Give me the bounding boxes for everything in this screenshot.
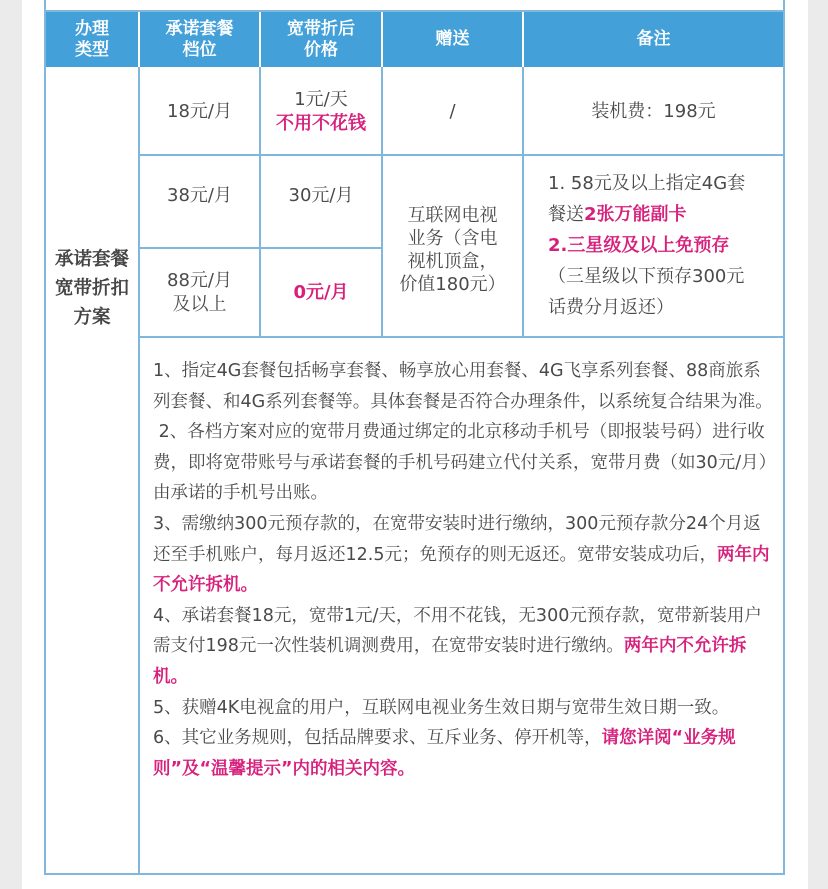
header-remark: 备注 [524, 12, 783, 67]
header-divider [259, 12, 261, 67]
header-gift: 赠送 [383, 12, 522, 67]
row2-tier: 38元/月 [167, 185, 232, 206]
row1-gift: / [449, 100, 456, 122]
header-type: 办理 类型 [46, 12, 138, 67]
row3-tier: 88元/月 及以上 [167, 269, 232, 315]
row2-price: 30元/月 [288, 185, 354, 206]
note-2: 2、各档方案对应的宽带月费通过绑定的北京移动手机号（即报装号码）进行收费，即将宽带账号与承诺套餐的手机号码建立代付关系，宽带月费（如30元/月）由承诺的手机号出账。 [153, 422, 777, 504]
header-price: 宽带折后 价格 [261, 12, 381, 67]
shared-remark: 1. 58元及以上指定4G套 餐送2张万能副卡 2.三星级及以上免预存 （三星级以下预存300元 话费分月返还） [548, 173, 746, 318]
note-4: 4、承诺套餐18元，宽带1元/天，不用不花钱，无300元预存款，宽带新装用户需支付198元一次性装机调测费用，在宽带安装时进行缴纳。两年内不允许拆机。 [153, 605, 762, 687]
note-6: 6、其它业务规则，包括品牌要求、互斥业务、停开机等，请您详阅“业务规则”及“温馨提示”内的相关内容。 [153, 728, 736, 779]
row-group-label: 承诺套餐 宽带折扣 方案 [54, 248, 129, 328]
note-5: 5、获赠4K电视盒的用户，互联网电视业务生效日期与宽带生效日期一致。 [153, 697, 730, 718]
shared-gift: 互联网电视 业务（含电 视机顶盒， 价值180元） [399, 205, 506, 295]
rules-notes [153, 356, 777, 784]
row-line [140, 336, 783, 338]
remark-line2: 餐送2张万能副卡 [548, 204, 687, 225]
header-divider [138, 12, 140, 67]
header-tier: 承诺套餐 档位 [140, 12, 259, 67]
row1-remark: 装机费：198元 [591, 100, 716, 122]
row1-tier: 18元/月 [167, 100, 232, 122]
note-3: 3、需缴纳300元预存款的，在宽带安装时进行缴纳，300元预存款分24个月返还至手机账户，每月返还12.5元；免预存的则无返还。宽带安装成功后，两年内不允许拆机。 [153, 513, 770, 596]
note-1: 1、指定4G套餐包括畅享套餐、畅享放心用套餐、4G飞享系列套餐、88商旅系列套餐、和4G系列套餐等。具体套餐是否符合办理条件，以系统复合结果为准。 [153, 361, 773, 412]
row1-price: 1元/天 不用不花钱 [276, 88, 366, 134]
header-divider [381, 12, 383, 67]
row3-price: 0元/月 [293, 281, 349, 303]
header-divider [522, 12, 524, 67]
